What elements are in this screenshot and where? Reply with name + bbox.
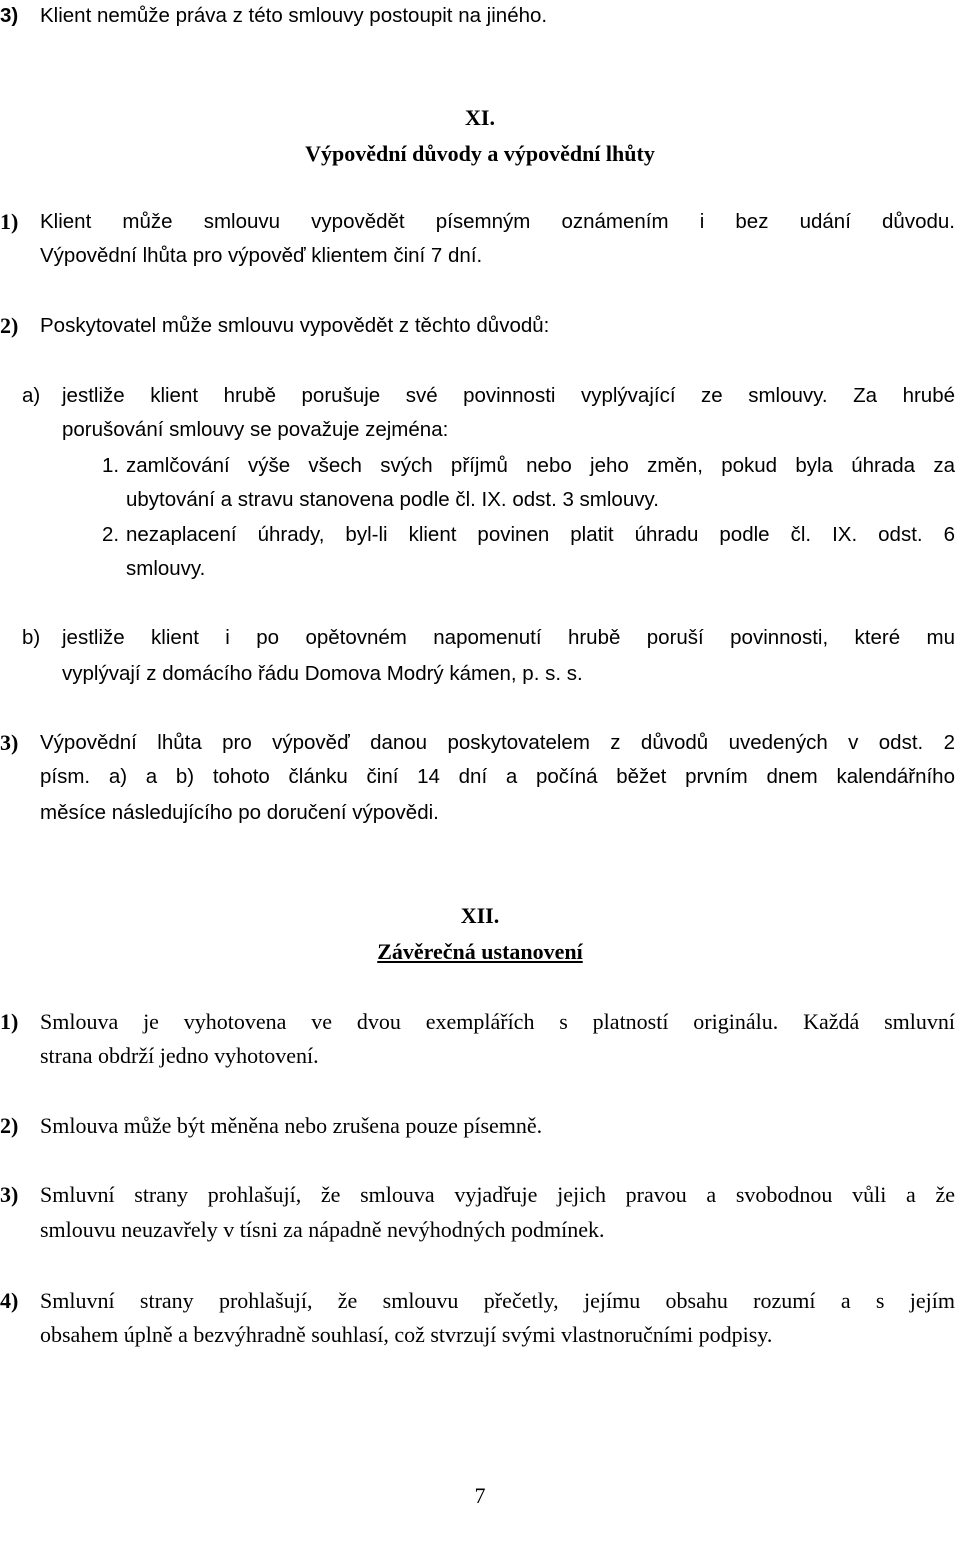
art12-para4-line1: Smluvní strany prohlašují, že smlouvu přečetly, jejímu obsahu rozumí a s jejím xyxy=(40,1288,955,1313)
art11-para3-line3: měsíce následujícího po doručení výpovědi. xyxy=(40,801,439,824)
art11-para2-text: Poskytovatel může smlouvu vypovědět z těchto důvodů: xyxy=(40,314,550,337)
paragraph-number: 3) xyxy=(0,4,19,27)
art11-item-a1-line2: ubytování a stravu stanovena podle čl. IX. odst. 3 smlouvy. xyxy=(126,488,659,511)
art11-para1-line2: Výpovědní lhůta pro výpověď klientem činí 7 dní. xyxy=(40,244,483,267)
art11-para3-number: 3) xyxy=(0,730,19,755)
art11-para3-line1: Výpovědní lhůta pro výpověď danou poskytovatelem z důvodů uvedených v odst. 2 xyxy=(40,731,955,754)
art11-item-b-label: b) xyxy=(22,626,41,649)
art11-item-a-label: a) xyxy=(22,384,41,407)
page-number: 7 xyxy=(474,1483,486,1508)
art11-item-a-line2: porušování smlouvy se považuje zejména: xyxy=(62,418,449,441)
art12-para4-line2: obsahem úplně a bezvýhradně souhlasí, což stvrzují svými vlastnoručními podpisy. xyxy=(40,1322,773,1347)
art11-item-a1-line1: zamlčování výše všech svých příjmů nebo jeho změn, pokud byla úhrada za xyxy=(126,454,955,477)
article-number-xii: XII. xyxy=(460,903,500,928)
art12-para1-number: 1) xyxy=(0,1009,19,1034)
art12-para1-line2: strana obdrží jedno vyhotovení. xyxy=(40,1043,319,1068)
art12-para3-number: 3) xyxy=(0,1182,19,1207)
art12-para3-line2: smlouvu neuzavřely v tísni za nápadně nevýhodných podmínek. xyxy=(40,1217,605,1242)
art11-para1-number: 1) xyxy=(0,209,19,234)
art11-item-a1-number: 1. xyxy=(102,454,120,477)
art11-item-b-line1: jestliže klient i po opětovném napomenutí hrubě poruší povinnosti, které mu xyxy=(62,626,955,649)
art11-para1-line1: Klient může smlouvu vypovědět písemným oznámením i bez udání důvodu. xyxy=(40,210,955,233)
art11-para3-line2: písm. a) a b) tohoto článku činí 14 dní a počíná běžet prvním dnem kalendářního xyxy=(40,765,955,788)
art12-para3-line1: Smluvní strany prohlašují, že smlouva vyjadřuje jejich pravou a svobodnou vůli a že xyxy=(40,1182,955,1207)
art11-item-a-line1: jestliže klient hrubě porušuje své povinnosti vyplývající ze smlouvy. Za hrubé xyxy=(62,384,955,407)
art12-para4-number: 4) xyxy=(0,1288,19,1313)
article-title-xii: Závěrečná ustanovení xyxy=(377,939,583,964)
art12-para2-number: 2) xyxy=(0,1113,19,1138)
art11-item-a2-line1: nezaplacení úhrady, byl-li klient povinen platit úhradu podle čl. IX. odst. 6 xyxy=(126,523,955,546)
art11-item-a2-line2: smlouvy. xyxy=(126,557,206,580)
paragraph-text: Klient nemůže práva z této smlouvy postoupit na jiného. xyxy=(40,4,548,27)
art11-para2-number: 2) xyxy=(0,313,19,338)
art10-para3 xyxy=(0,0,547,33)
art12-para1-line1: Smlouva je vyhotovena ve dvou exemplářích s platností originálu. Každá smluvní xyxy=(40,1009,955,1034)
art11-item-a2-number: 2. xyxy=(102,523,120,546)
article-number-xi: XI. xyxy=(465,105,495,130)
article-title-xi: Výpovědní důvody a výpovědní lhůty xyxy=(305,141,655,166)
art12-para2-text: Smlouva může být měněna nebo zrušena pouze písemně. xyxy=(40,1113,543,1138)
art11-item-b-line2: vyplývají z domácího řádu Domova Modrý kámen, p. s. s. xyxy=(62,662,583,685)
